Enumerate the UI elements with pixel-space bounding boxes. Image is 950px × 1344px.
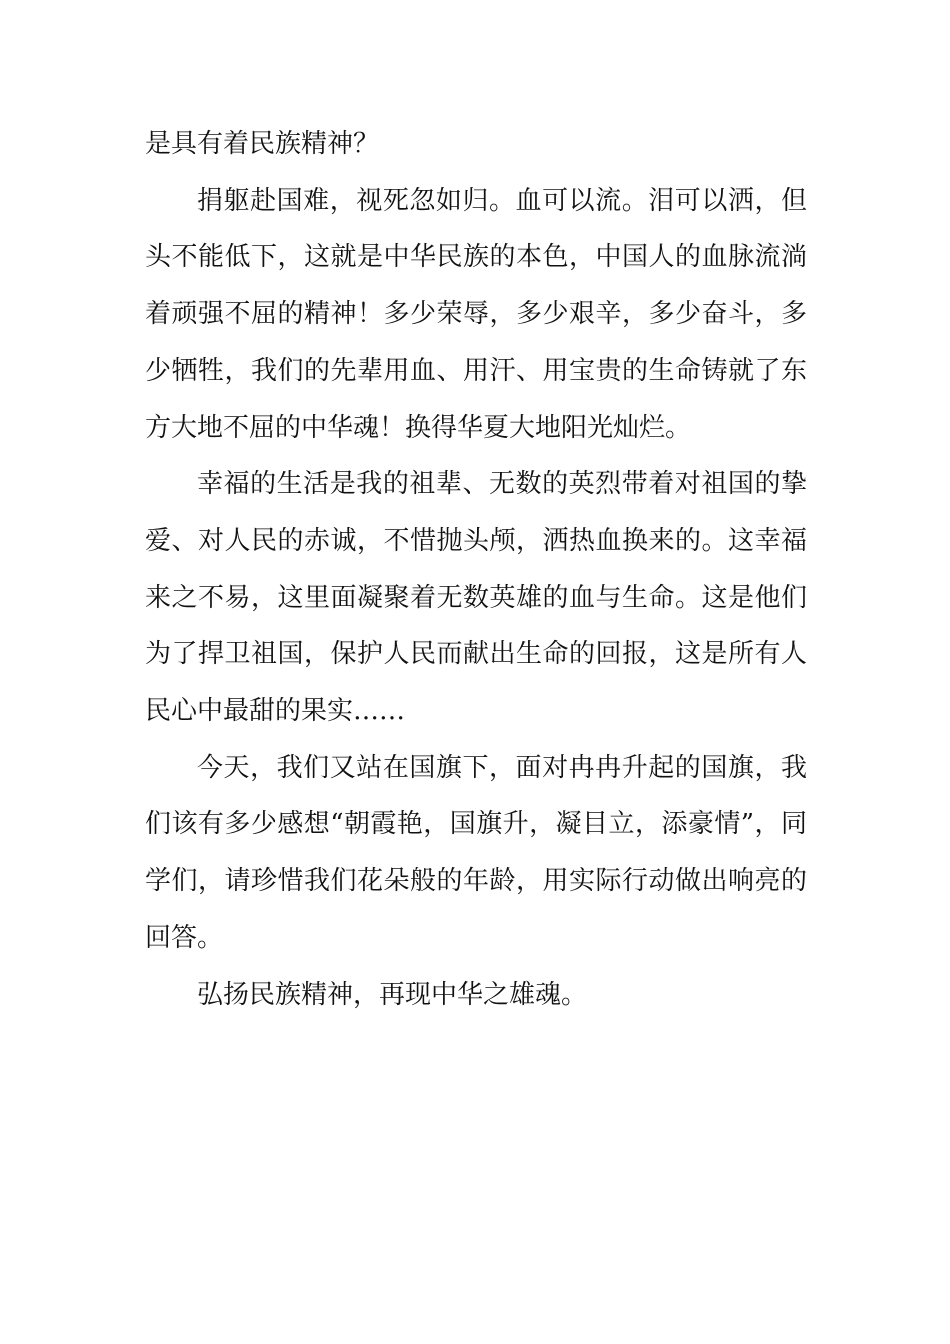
paragraph-continuation: 是具有着民族精神？ — [145, 129, 380, 159]
paragraph-4: 弘扬民族精神，再现中华之雄魂。 — [197, 979, 588, 1010]
paragraph-2: 幸福的生活是我的祖辈、无数的英烈带着对祖国的挚爱、对人民的赤诚，不惜抛头颅，洒热血换来的。这幸福来之不易，这里面凝聚着无数英雄的血与生命。这是他们为了捍卫祖国，保护人民而献出生命的回报，这是所有人民心中最甜的果实…… — [145, 469, 807, 727]
paragraph-3: 今天，我们又站在国旗下，面对冉冉升起的国旗，我们该有多少感想“朝霞艳，国旗升，凝目立，添豪情”，同学们，请珍惜我们花朵般的年龄，用实际行动做出响亮的回答。 — [145, 752, 807, 953]
body-text — [145, 116, 807, 1023]
paragraph-1: 捐躯赴国难，视死忽如归。血可以流。泪可以洒，但头不能低下，这就是中华民族的本色，中国人的血脉流淌着顽强不屈的精神！多少荣辱，多少艰辛，多少奋斗，多少牺牲，我们的先辈用血、用汗、用宝贵的生命铸就了东方大地不屈的中华魂！换得华夏大地阳光灿烂。 — [145, 185, 807, 443]
